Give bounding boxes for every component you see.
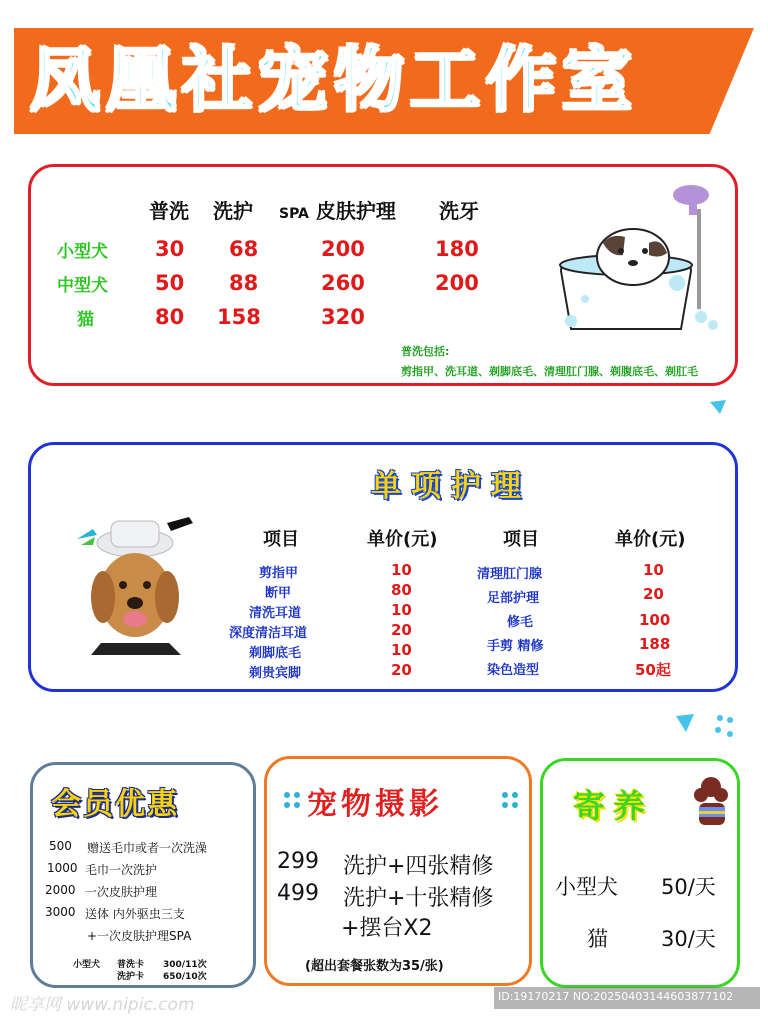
tier-amount: 1000 [47,861,78,875]
paw-deco [499,789,523,813]
service-item: 染色造型 [487,663,540,678]
card-name: 普洗卡 [117,960,145,970]
col-header-skin: 皮肤护理 [315,199,396,223]
col-header: 洗牙 [439,199,479,223]
package-desc: +摆台X2 [341,916,433,941]
poodle-icon [691,773,733,829]
tier-benefit: 赠送毛巾或者一次洗澡 [87,841,208,855]
col-header: 洗护 [213,199,253,223]
card-dog: 小型犬 [73,960,101,970]
photography-panel [264,756,532,986]
dog-head [597,229,669,285]
bath-dog-illustration [541,179,731,339]
single-services-panel [28,442,738,692]
service-price: 10 [643,561,664,579]
package-price: 299 [277,849,319,874]
col-header-price: 单价(元) [367,529,438,550]
col-header-spa: SPA [279,206,309,222]
watermark-left: 昵享网 www.nipic.com [10,995,195,1015]
service-item: 清洗耳道 [249,606,302,621]
price-cell: 80 [155,305,185,329]
col-header-price: 单价(元) [615,529,686,550]
card-price: 300/11次 [163,960,207,970]
boarding-price: 30/天 [661,927,716,951]
service-item: 剪指甲 [259,566,299,581]
boarding-panel [540,758,740,988]
service-item: 剃脚底毛 [249,646,302,661]
row-label: 小型犬 [57,242,108,262]
section-title: 会员优惠 [51,787,179,822]
service-item: 剃贵宾脚 [249,666,302,681]
price-cell: 50 [155,271,185,295]
service-item: 足部护理 [487,591,540,606]
col-header [279,195,396,224]
boarding-label: 小型犬 [555,875,618,899]
note-title: 普洗包括: [401,345,450,358]
price-cell: 30 [155,237,185,261]
price-cell: 320 [321,305,365,329]
service-price: 100 [639,611,671,629]
service-price: 20 [391,661,412,679]
tier-amount: 3000 [45,905,76,919]
service-item: 深度清洁耳道 [229,626,308,641]
service-price: 80 [391,581,412,599]
section-title: 宠物摄影 [307,787,443,822]
section-title: 寄养 [573,787,654,825]
card-name: 洗护卡 [117,972,145,982]
tier-benefit: 毛巾一次洗护 [85,863,158,877]
col-header: 普洗 [149,199,189,223]
price-cell: 260 [321,271,365,295]
tier-amount: 500 [49,839,72,853]
service-price: 50起 [635,661,671,679]
card-price: 650/10次 [163,972,207,982]
tier-benefit: 送体 内外驱虫三支 [85,907,185,921]
package-desc: 洗护+四张精修 [343,854,494,879]
paw-deco [706,398,730,416]
tier-benefit: +一次皮肤护理SPA [87,929,192,943]
price-cell: 180 [435,237,479,261]
price-cell: 88 [229,271,259,295]
price-cell: 200 [321,237,365,261]
service-price: 20 [643,585,664,603]
package-price: 499 [277,881,319,906]
col-header-item: 项目 [263,529,299,550]
paw-deco [672,710,742,742]
tier-benefit: 一次皮肤护理 [85,885,158,899]
watermark-right: ID:19170217 NO:20250403144603877102 [498,990,734,1003]
boarding-price: 50/天 [661,875,716,899]
row-label: 猫 [77,310,94,330]
pricing-panel [28,164,738,386]
tier-amount: 2000 [45,883,76,897]
service-item: 手剪 精修 [487,639,544,654]
note-body: 剪指甲、洗耳道、剃脚底毛、清理肛门腺、剃腹底毛、剃肛毛 [401,365,698,378]
package-desc: 洗护+十张精修 [343,886,494,911]
col-header-item: 项目 [503,529,539,550]
dog-photo [71,515,201,655]
price-cell: 158 [217,305,261,329]
membership-panel [30,762,256,988]
price-cell: 200 [435,271,479,295]
service-item: 清理肛门腺 [477,567,543,582]
service-item: 修毛 [507,615,534,630]
paw-deco [281,789,305,813]
section-title: 单项护理 [371,469,531,504]
service-price: 10 [391,601,412,619]
service-price: 10 [391,561,412,579]
price-cell: 68 [229,237,259,261]
boarding-label: 猫 [587,927,608,951]
service-price: 20 [391,621,412,639]
service-price: 10 [391,641,412,659]
package-footnote: (超出套餐张数为35/张) [305,959,444,974]
service-price: 188 [639,635,671,653]
row-label: 中型犬 [57,276,108,296]
service-item: 断甲 [265,586,292,601]
page-title: 凤凰社宠物工作室 [30,39,638,121]
